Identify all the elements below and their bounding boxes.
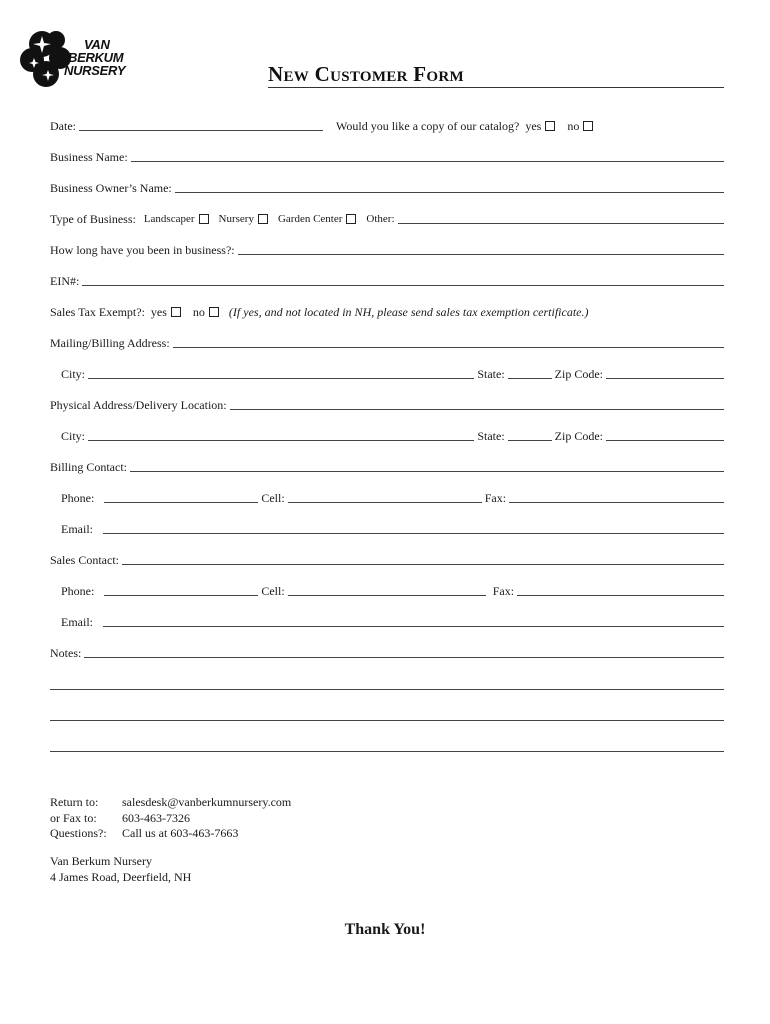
logo-line-van: VAN (84, 37, 110, 52)
sales-phone-field[interactable] (104, 595, 258, 596)
billing-email-field[interactable] (103, 533, 724, 534)
nursery-street: 4 James Road, Deerfield, NH (50, 869, 192, 884)
logo-line-nursery: NURSERY (64, 63, 126, 78)
garden-center-checkbox[interactable] (346, 214, 356, 224)
notes-field-line-1[interactable] (84, 657, 724, 658)
catalog-yes-label: yes (525, 119, 542, 133)
billing-fax-label: Fax: (484, 491, 507, 505)
landscaper-label: Landscaper (143, 213, 195, 225)
physical-zip-label: Zip Code: (554, 429, 603, 443)
notes-field-line-3[interactable] (50, 720, 724, 721)
physical-address-label: Physical Address/Delivery Location: (50, 398, 227, 412)
physical-address-field[interactable] (230, 409, 724, 410)
physical-city-row (61, 425, 724, 443)
nursery-logo (20, 28, 130, 92)
catalog-no-checkbox[interactable] (583, 121, 593, 131)
fax-number: 603-463-7326 (122, 810, 190, 825)
billing-cell-field[interactable] (288, 502, 482, 503)
landscaper-checkbox[interactable] (199, 214, 209, 224)
business-name-row (50, 146, 724, 164)
fax-label: or Fax to: (50, 810, 97, 825)
owner-name-label: Business Owner’s Name: (50, 181, 172, 195)
mailing-address-row (50, 332, 724, 350)
billing-fax-field[interactable] (509, 502, 724, 503)
notes-label: Notes: (50, 646, 82, 660)
form-title: New Customer Form (268, 62, 464, 86)
mailing-address-label: Mailing/Billing Address: (50, 336, 170, 350)
notes-field-line-4[interactable] (50, 751, 724, 752)
tax-yes-checkbox[interactable] (171, 307, 181, 317)
billing-phone-field[interactable] (104, 502, 258, 503)
billing-phone-row (61, 487, 724, 505)
questions-phone: Call us at 603-463-7663 (122, 826, 239, 840)
ein-field[interactable] (82, 285, 724, 286)
return-label: Return to: (50, 795, 99, 809)
years-in-business-label: How long have you been in business?: (50, 243, 235, 257)
other-type-field[interactable] (398, 223, 724, 224)
billing-email-row (61, 518, 724, 536)
logo-wordmark (64, 38, 125, 77)
garden-center-label: Garden Center (277, 213, 343, 225)
owner-name-field[interactable] (175, 192, 724, 193)
sales-contact-row (50, 549, 724, 567)
date-label: Date: (50, 119, 76, 133)
sales-phone-row (61, 580, 724, 598)
sales-phone-label: Phone: (61, 584, 95, 598)
questions-label: Questions?: (50, 826, 107, 840)
tax-yes-label: yes (150, 305, 167, 319)
billing-email-label: Email: (61, 522, 93, 536)
tax-exempt-row (50, 301, 724, 319)
physical-state-field[interactable] (508, 440, 552, 441)
business-name-field[interactable] (131, 161, 724, 162)
years-row (50, 239, 724, 257)
physical-city-label: City: (61, 429, 86, 443)
notes-field-line-2[interactable] (50, 689, 724, 690)
thank-you-text: Thank You! (344, 921, 426, 938)
catalog-yes-checkbox[interactable] (545, 121, 555, 131)
sales-contact-label: Sales Contact: (50, 553, 119, 567)
return-info (50, 795, 291, 842)
other-label: Other: (366, 213, 395, 225)
business-type-row (50, 208, 724, 226)
ein-row (50, 270, 724, 288)
business-type-label: Type of Business: (50, 212, 136, 226)
mailing-state-field[interactable] (508, 378, 552, 379)
sales-cell-label: Cell: (261, 584, 285, 598)
physical-state-label: State: (477, 429, 505, 443)
nursery-address (50, 854, 191, 885)
sales-fax-label: Fax: (492, 584, 515, 598)
date-field[interactable] (79, 130, 323, 131)
nursery-label: Nursery (218, 213, 254, 225)
tax-exempt-label: Sales Tax Exempt?: (50, 305, 145, 319)
business-name-label: Business Name: (50, 150, 128, 164)
years-in-business-field[interactable] (238, 254, 724, 255)
tax-no-label: no (192, 305, 205, 319)
sales-email-field[interactable] (103, 626, 724, 627)
billing-phone-label: Phone: (61, 491, 95, 505)
billing-contact-field[interactable] (130, 471, 724, 472)
billing-contact-row (50, 456, 724, 474)
catalog-question: Would you like a copy of our catalog? (336, 119, 520, 133)
return-email-row (50, 795, 291, 811)
title-underline (268, 87, 724, 88)
sales-contact-field[interactable] (122, 564, 724, 565)
mailing-address-field[interactable] (173, 347, 724, 348)
tax-no-checkbox[interactable] (209, 307, 219, 317)
return-email[interactable]: salesdesk@vanberkumnursery.com (122, 795, 292, 809)
date-row (50, 115, 724, 133)
mailing-zip-label: Zip Code: (554, 367, 603, 381)
physical-address-row (50, 394, 724, 412)
sales-email-label: Email: (61, 615, 93, 629)
nursery-name: Van Berkum Nursery (50, 854, 152, 868)
billing-cell-label: Cell: (261, 491, 285, 505)
questions-row (50, 826, 291, 842)
catalog-no-label: no (567, 119, 580, 133)
sales-email-row (61, 611, 724, 629)
tax-exempt-note: (If yes, and not located in NH, please send sales tax exemption certificate.) (228, 305, 589, 319)
mailing-zip-field[interactable] (606, 378, 724, 379)
sales-fax-field[interactable] (517, 595, 724, 596)
physical-zip-field[interactable] (606, 440, 724, 441)
ein-label: EIN#: (50, 274, 80, 288)
billing-contact-label: Billing Contact: (50, 460, 127, 474)
logo-line-berkum: BERKUM (68, 50, 124, 65)
return-fax-row (50, 811, 291, 827)
mailing-city-label: City: (61, 367, 86, 381)
nursery-checkbox[interactable] (258, 214, 268, 224)
mailing-state-label: State: (477, 367, 505, 381)
sales-cell-field[interactable] (288, 595, 486, 596)
mailing-city-field[interactable] (88, 378, 474, 379)
physical-city-field[interactable] (88, 440, 474, 441)
notes-row (50, 642, 724, 660)
mailing-city-row (61, 363, 724, 381)
owner-name-row (50, 177, 724, 195)
